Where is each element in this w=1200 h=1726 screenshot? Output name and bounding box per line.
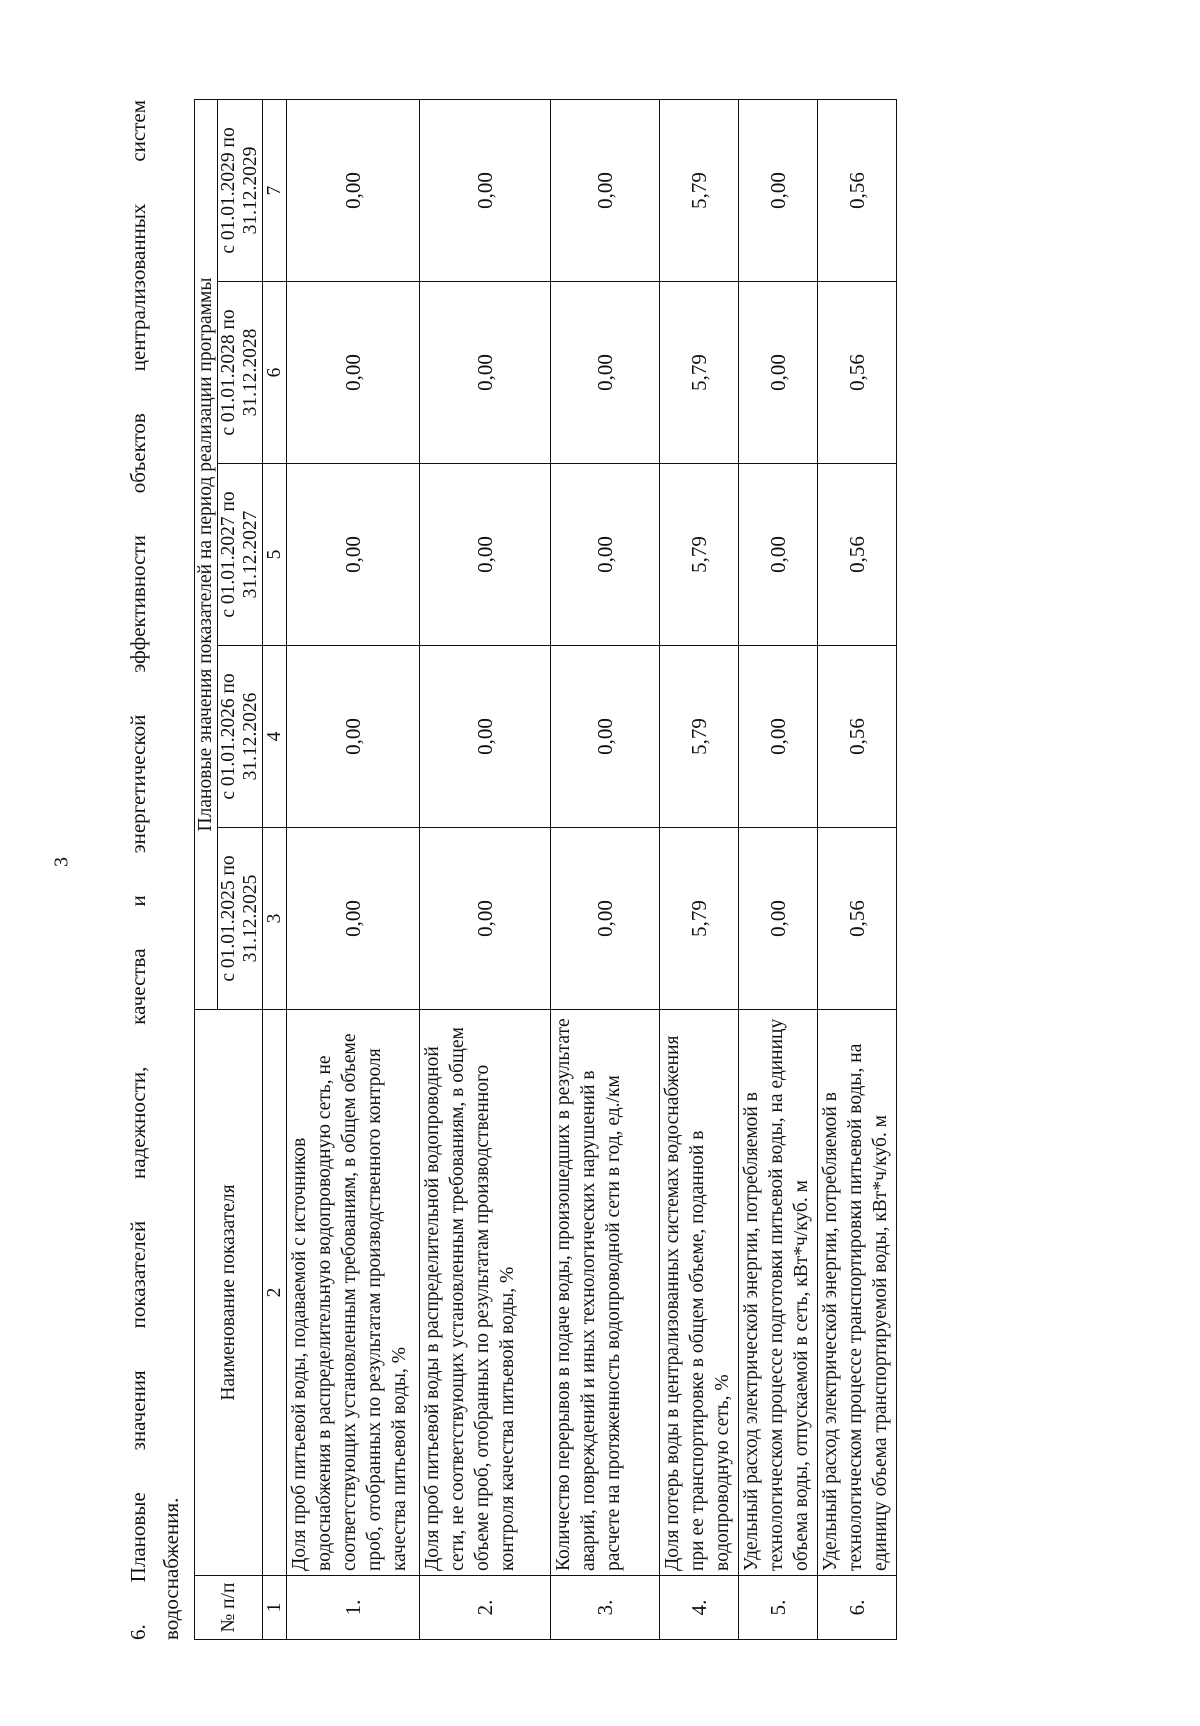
value-cell: 0,00 xyxy=(287,646,420,828)
value-cell: 0,00 xyxy=(287,464,420,646)
value-cell: 5,79 xyxy=(660,282,739,464)
header-period: с 01.01.2027 по 31.12.2027 xyxy=(218,464,263,646)
value-cell: 0,56 xyxy=(818,828,897,1010)
value-cell: 0,00 xyxy=(551,646,660,828)
indicator-name: Доля проб питьевой воды в распределительной водопроводной сети, не соответствующих установленным требованиям, в общем объеме проб, отобранных по результатам производственного контроля качества питьевой воды, % xyxy=(420,1010,551,1576)
table-row xyxy=(420,99,551,1639)
value-cell: 0,00 xyxy=(287,828,420,1010)
section-heading xyxy=(120,100,194,1640)
value-cell: 5,79 xyxy=(660,99,739,281)
column-number: 1 xyxy=(263,1576,287,1640)
header-period: с 01.01.2026 по 31.12.2026 xyxy=(218,646,263,828)
header-period-group: Плановые значения показателей на период реализации программы xyxy=(195,99,218,1009)
value-cell: 0,00 xyxy=(420,464,551,646)
row-number: 6. xyxy=(818,1576,897,1640)
row-number: 1. xyxy=(287,1576,420,1640)
value-cell: 0,00 xyxy=(551,828,660,1010)
value-cell: 0,00 xyxy=(420,646,551,828)
header-period: с 01.01.2025 по 31.12.2025 xyxy=(218,828,263,1010)
value-cell: 0,00 xyxy=(739,99,818,281)
header-period: с 01.01.2029 по 31.12.2029 xyxy=(218,99,263,281)
value-cell: 0,00 xyxy=(420,828,551,1010)
column-number: 6 xyxy=(263,282,287,464)
table-row xyxy=(818,99,897,1639)
table-row xyxy=(287,99,420,1639)
table-row xyxy=(660,99,739,1639)
value-cell: 0,00 xyxy=(739,464,818,646)
column-number-row xyxy=(263,99,287,1639)
indicator-name: Количество перерывов в подаче воды, произошедших в результате аварий, повреждений и иных технологических нарушений в расчете на протяженность водопроводной сети в год, ед./км xyxy=(551,1010,660,1576)
indicator-name: Доля проб питьевой воды, подаваемой с источников водоснабжения в распределительную водопроводную сеть, не соответствующих установленным требованиям, в общем объеме проб, отобранных по результатам производственного контроля качества питьевой воды, % xyxy=(287,1010,420,1576)
column-number: 7 xyxy=(263,99,287,281)
table-header-row xyxy=(195,99,218,1639)
row-number: 5. xyxy=(739,1576,818,1640)
indicator-name: Удельный расход электрической энергии, потребляемой в технологическом процессе транспортировки питьевой воды, на единицу объема транспортируемой воды, кВт*ч/куб. м xyxy=(818,1010,897,1576)
value-cell: 0,56 xyxy=(818,464,897,646)
indicators-table xyxy=(194,99,897,1640)
value-cell: 0,00 xyxy=(551,282,660,464)
row-number: 4. xyxy=(660,1576,739,1640)
value-cell: 0,00 xyxy=(739,646,818,828)
page-number: 3 xyxy=(50,857,73,867)
indicator-name: Удельный расход электрической энергии, потребляемой в технологическом процессе подготовки питьевой воды, на единицу объема воды, отпускаемой в сеть, кВт*ч/куб. м xyxy=(739,1010,818,1576)
column-number: 5 xyxy=(263,464,287,646)
column-number: 2 xyxy=(263,1010,287,1576)
value-cell: 0,00 xyxy=(551,464,660,646)
table-row xyxy=(739,99,818,1639)
value-cell: 0,56 xyxy=(818,282,897,464)
value-cell: 0,00 xyxy=(551,99,660,281)
row-number: 2. xyxy=(420,1576,551,1640)
value-cell: 0,00 xyxy=(420,282,551,464)
heading-line-1: 6. Плановые значения показателей надежности, качества и энергетической эффективности объектов централизованных систем xyxy=(126,100,150,1640)
column-number: 3 xyxy=(263,828,287,1010)
heading-line-2: водоснабжения. xyxy=(159,1497,183,1640)
row-number: 3. xyxy=(551,1576,660,1640)
value-cell: 0,56 xyxy=(818,99,897,281)
value-cell: 0,00 xyxy=(739,282,818,464)
value-cell: 0,00 xyxy=(287,99,420,281)
value-cell: 0,00 xyxy=(287,282,420,464)
header-name: Наименование показателя xyxy=(195,1010,263,1576)
value-cell: 5,79 xyxy=(660,828,739,1010)
rotated-page-content xyxy=(120,100,950,1640)
table-row xyxy=(551,99,660,1639)
value-cell: 0,56 xyxy=(818,646,897,828)
value-cell: 0,00 xyxy=(420,99,551,281)
value-cell: 5,79 xyxy=(660,464,739,646)
header-period: с 01.01.2028 по 31.12.2028 xyxy=(218,282,263,464)
column-number: 4 xyxy=(263,646,287,828)
value-cell: 5,79 xyxy=(660,646,739,828)
header-no: № п/п xyxy=(195,1576,263,1640)
indicator-name: Доля потерь воды в централизованных системах водоснабжения при ее транспортировке в общем объеме, поданной в водопроводную сеть, % xyxy=(660,1010,739,1576)
value-cell: 0,00 xyxy=(739,828,818,1010)
